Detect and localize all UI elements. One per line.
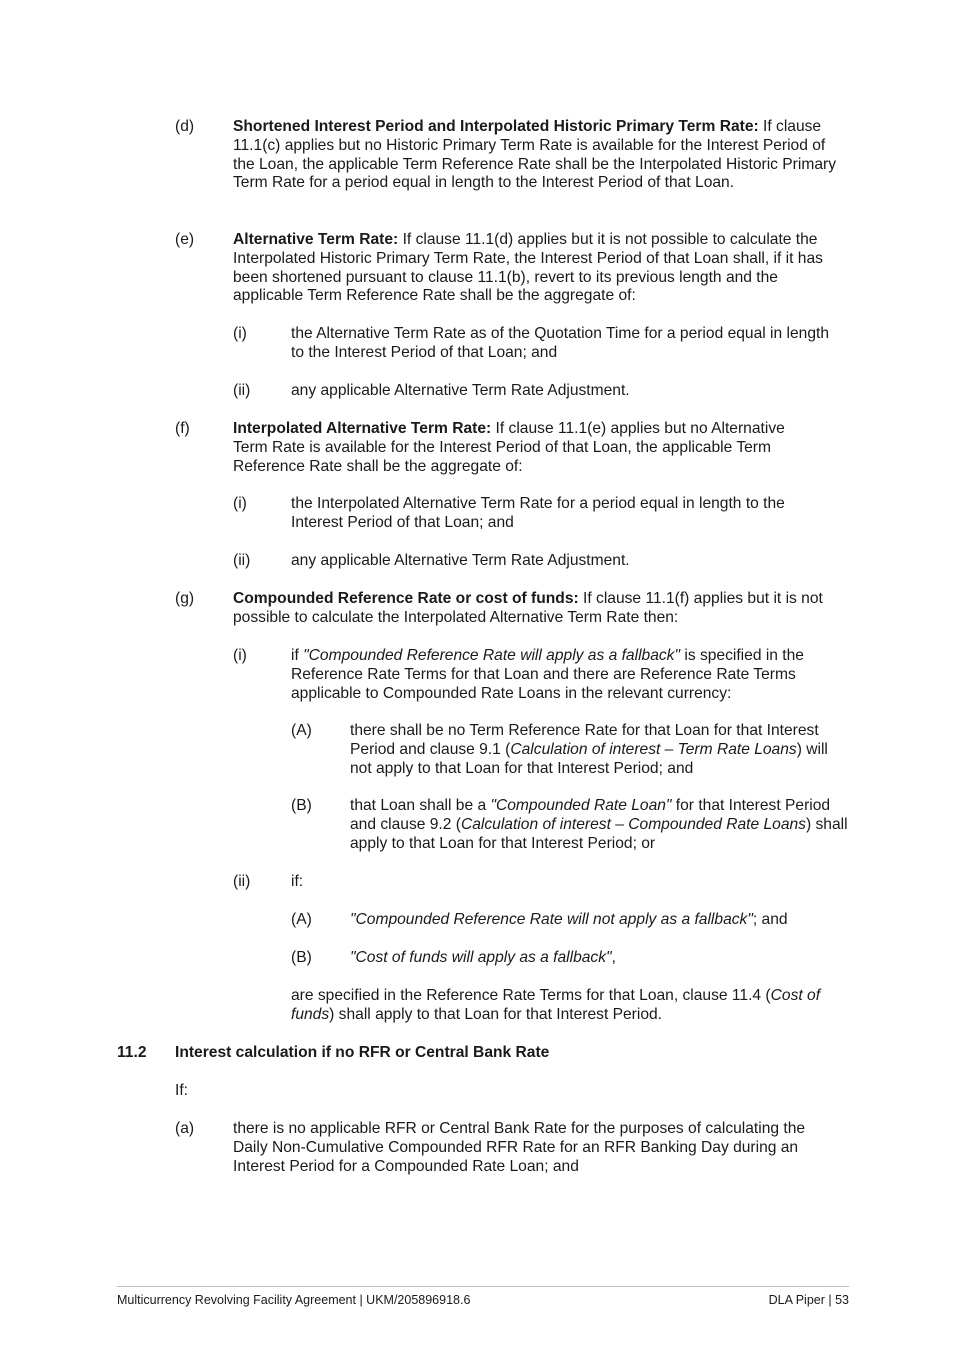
clause-title: Shortened Interest Period and Interpolated Historic Primary Term Rate:	[233, 118, 759, 135]
item-text	[350, 949, 848, 968]
clause-reference: Calculation of interest – Compounded Rate Loans	[460, 815, 806, 833]
item-text	[350, 722, 848, 778]
item-label: (A)	[291, 722, 312, 739]
clause-body: If clause 11.1(e) applies but no Alternative Term Rate is available for the Interest Period of that Loan, the applicable Term Reference Rate shall be the aggregate of:	[233, 420, 785, 475]
subclause-text	[291, 647, 836, 703]
clause-d-text	[233, 118, 848, 193]
subclause-label: (i)	[233, 647, 247, 664]
clause-label: (d)	[175, 118, 195, 135]
section-number: 11.2	[117, 1044, 147, 1061]
item-text	[350, 911, 848, 930]
text-run: ,	[611, 949, 616, 966]
subclause-text: if:	[291, 873, 304, 890]
item-label: (B)	[291, 949, 312, 966]
text-run: ; and	[752, 911, 788, 928]
text-run: is specified in the Reference Rate Terms for that Loan and there are Reference Rate Terms applicable to Compounded Rate Loans in the relevant currency:	[291, 647, 804, 702]
item-text	[350, 797, 848, 853]
clause-g-text	[233, 590, 851, 628]
section-heading: Interest calculation if no RFR or Central Bank Rate	[175, 1044, 550, 1061]
clause-label: (a)	[175, 1120, 195, 1137]
subclause-text: the Interpolated Alternative Term Rate for a period equal in length to the Interest Period of that Loan; and	[291, 495, 785, 531]
footer-divider	[117, 1286, 849, 1287]
clause-body: If clause 11.1(c) applies but no Historic Primary Term Rate is available for the Interest Period of the Loan, the applicable Term Reference Rate shall be the Interpolated Historic Primary Term Rate for a period equal in length to the Interest Period of that Loan.	[233, 118, 836, 192]
text-run: ) shall apply to that Loan for that Interest Period; or	[350, 815, 848, 852]
clause-label: (g)	[175, 590, 195, 607]
subclause-text: the Alternative Term Rate as of the Quotation Time for a period equal in length to the Interest Period of that Loan; and	[291, 325, 830, 361]
text-run: ) will not apply to that Loan for that Interest Period; and	[350, 740, 828, 777]
text-run: ) shall apply to that Loan for that Interest Period.	[329, 1005, 663, 1023]
section-intro: If:	[175, 1082, 188, 1099]
text-run: there shall be no Term Reference Rate for that Loan for that Interest Period and clause 9.1 (	[350, 722, 819, 758]
quoted-term: "Compounded Rate Loan"	[490, 797, 672, 814]
clause-title: Compounded Reference Rate or cost of funds:	[233, 590, 579, 607]
text-run: are specified in the Reference Rate Terms for that Loan, clause 11.4 (	[291, 987, 771, 1004]
clause-body: If clause 11.1(f) applies but it is not possible to calculate the Interpolated Alternative Term Rate then:	[233, 590, 823, 626]
clause-a-text: there is no applicable RFR or Central Bank Rate for the purposes of calculating the Daily Non-Cumulative Compounded RFR Rate for an RFR Banking Day during an Interest Period for a Compounded Rate Loan; and	[233, 1120, 806, 1175]
clause-label: (e)	[175, 231, 195, 248]
clause-label: (f)	[175, 420, 190, 437]
subclause-label: (i)	[233, 325, 247, 342]
text-run: for that Interest Period and clause 9.2 (	[350, 797, 831, 833]
clause-e-text	[233, 231, 848, 306]
clause-reference: Calculation of interest – Term Rate Loans	[510, 740, 797, 758]
clause-body: If clause 11.1(d) applies but it is not possible to calculate the Interpolated Historic Primary Term Rate, the Interest Period of that Loan shall, if it has been shortened pursuant to clause 11.1(b), revert to its previous length and the applicable Term Reference Rate shall be the aggregate of:	[233, 231, 823, 305]
quoted-term: "Compounded Reference Rate will not apply as a fallback"	[350, 911, 753, 928]
footer-page-number: DLA Piper | 53	[768, 1293, 849, 1307]
text-run: that Loan shall be a	[350, 797, 491, 814]
quoted-term: "Compounded Reference Rate will apply as a fallback"	[303, 647, 681, 664]
clause-title: Alternative Term Rate:	[233, 231, 399, 248]
item-label: (B)	[291, 797, 312, 814]
subclause-label: (ii)	[233, 873, 251, 890]
subclause-label: (ii)	[233, 382, 251, 399]
quoted-term: "Cost of funds will apply as a fallback"	[350, 949, 612, 966]
subclause-tail-text	[291, 987, 851, 1025]
clause-f-text	[233, 420, 823, 476]
subclause-label: (i)	[233, 495, 247, 512]
text-run: if	[291, 647, 304, 664]
clause-title: Interpolated Alternative Term Rate:	[233, 420, 492, 437]
item-label: (A)	[291, 911, 312, 928]
subclause-label: (ii)	[233, 552, 251, 569]
clause-reference: Cost of funds	[291, 987, 821, 1023]
subclause-text: any applicable Alternative Term Rate Adjustment.	[291, 552, 630, 569]
subclause-text: any applicable Alternative Term Rate Adjustment.	[291, 382, 630, 399]
footer-document-reference: Multicurrency Revolving Facility Agreement | UKM/205896918.6	[117, 1293, 471, 1307]
